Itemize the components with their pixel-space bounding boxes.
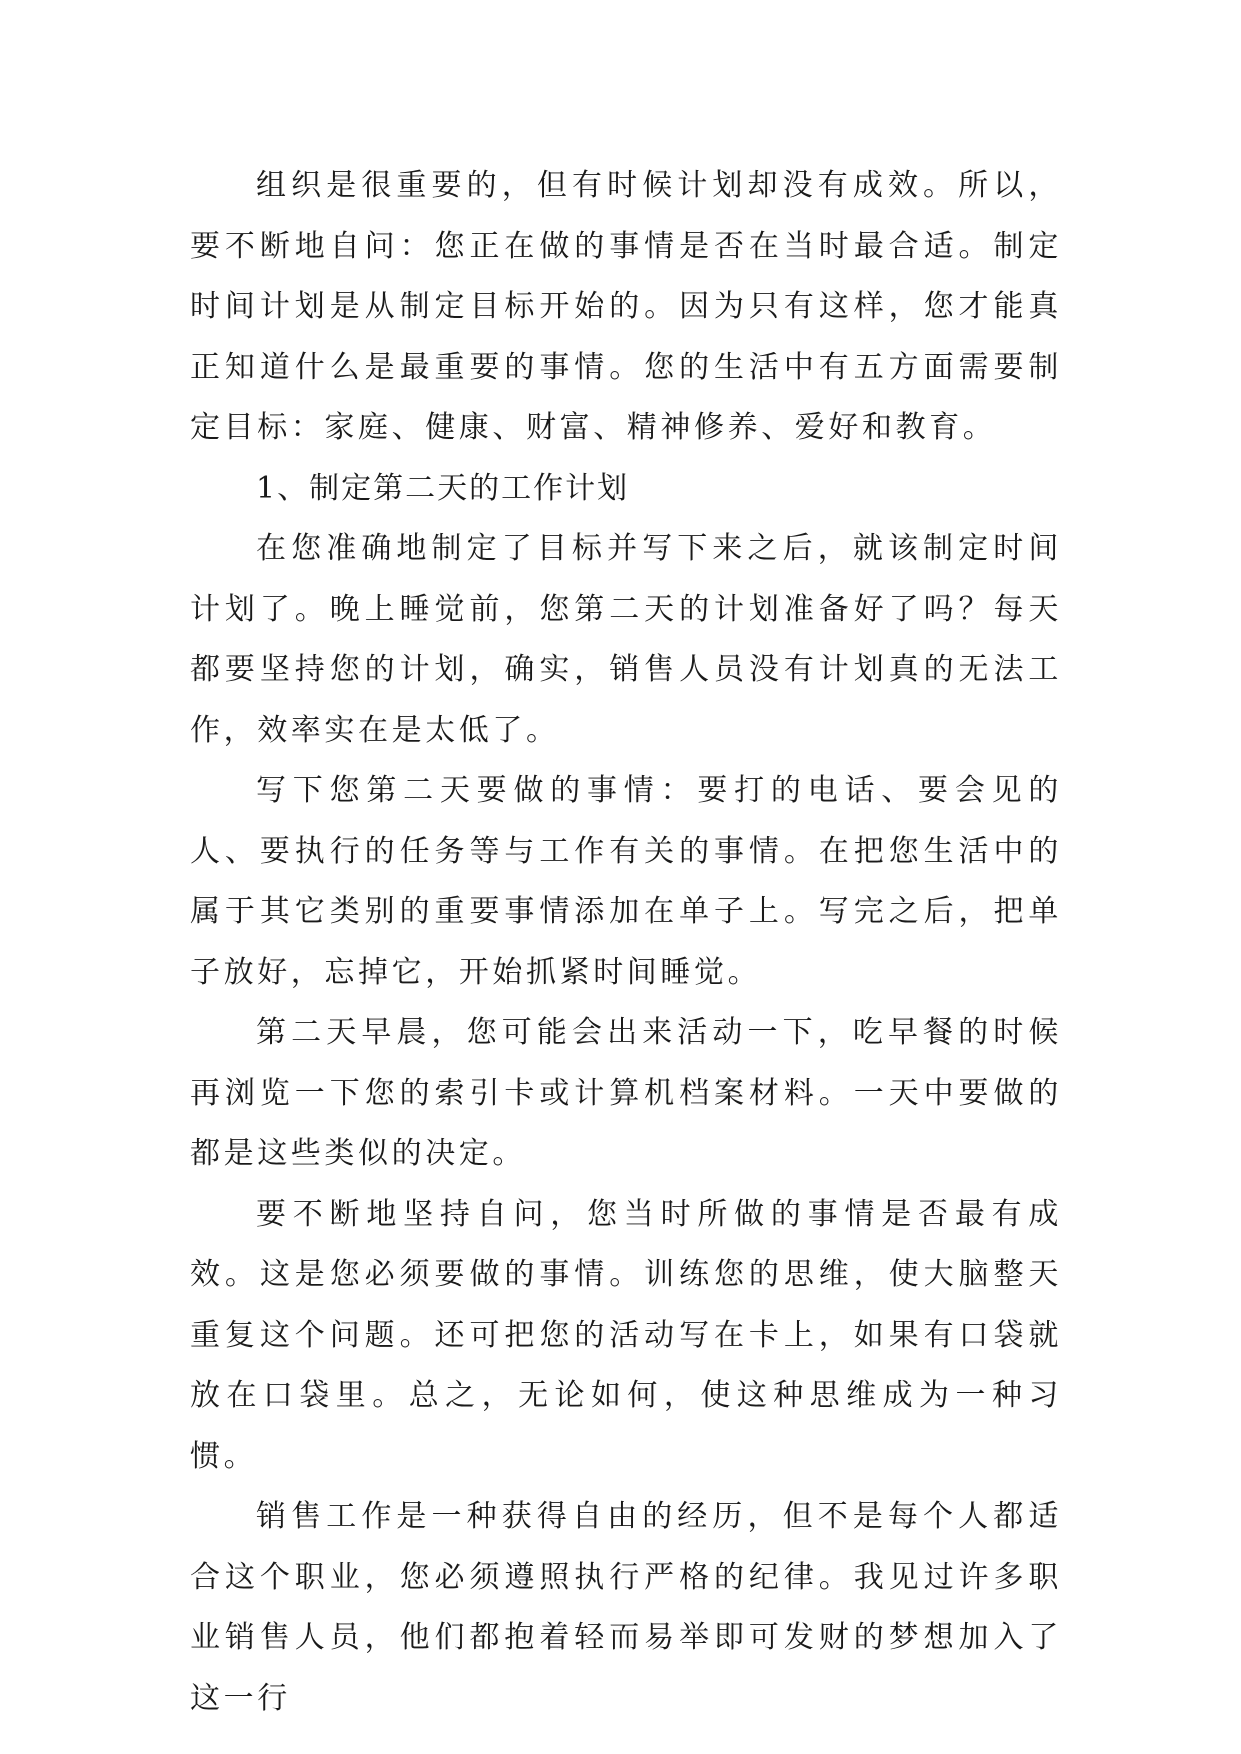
paragraph-5: 要不断地坚持自问，您当时所做的事情是否最有成效。这是您必须要做的事情。训练您的思维，使大脑整天重复这个问题。还可把您的活动写在卡上，如果有口袋就放在口袋里。总之，无论如何，使这种思维成为一种习惯。: [190, 1196, 1062, 1474]
paragraph-6: 销售工作是一种获得自由的经历，但不是每个人都适合这个职业，您必须遵照执行严格的纪律。我见过许多职业销售人员，他们都抱着轻而易举即可发财的梦想加入了这一行: [190, 1499, 1062, 1716]
paragraph-3: 写下您第二天要做的事情：要打的电话、要会见的人、要执行的任务等与工作有关的事情。在把您生活中的属于其它类别的重要事情添加在单子上。写完之后，把单子放好，忘掉它，开始抓紧时间睡觉。: [190, 773, 1062, 990]
paragraph-2: 在您准确地制定了目标并写下来之后，就该制定时间计划了。晚上睡觉前，您第二天的计划准备好了吗？每天都要坚持您的计划，确实，销售人员没有计划真的无法工作，效率实在是太低了。: [190, 531, 1062, 748]
document-body: [190, 156, 1062, 1729]
section-heading: 1、制定第二天的工作计划: [256, 470, 630, 506]
paragraph-4: 第二天早晨，您可能会出来活动一下，吃早餐的时候再浏览一下您的索引卡或计算机档案材料。一天中要做的都是这些类似的决定。: [190, 1015, 1062, 1171]
paragraph-1: 组织是很重要的，但有时候计划却没有成效。所以，要不断地自问：您正在做的事情是否在当时最合适。制定时间计划是从制定目标开始的。因为只有这样，您才能真正知道什么是最重要的事情。您的生活中有五方面需要制定目标：家庭、健康、财富、精神修养、爱好和教育。: [190, 168, 1062, 445]
